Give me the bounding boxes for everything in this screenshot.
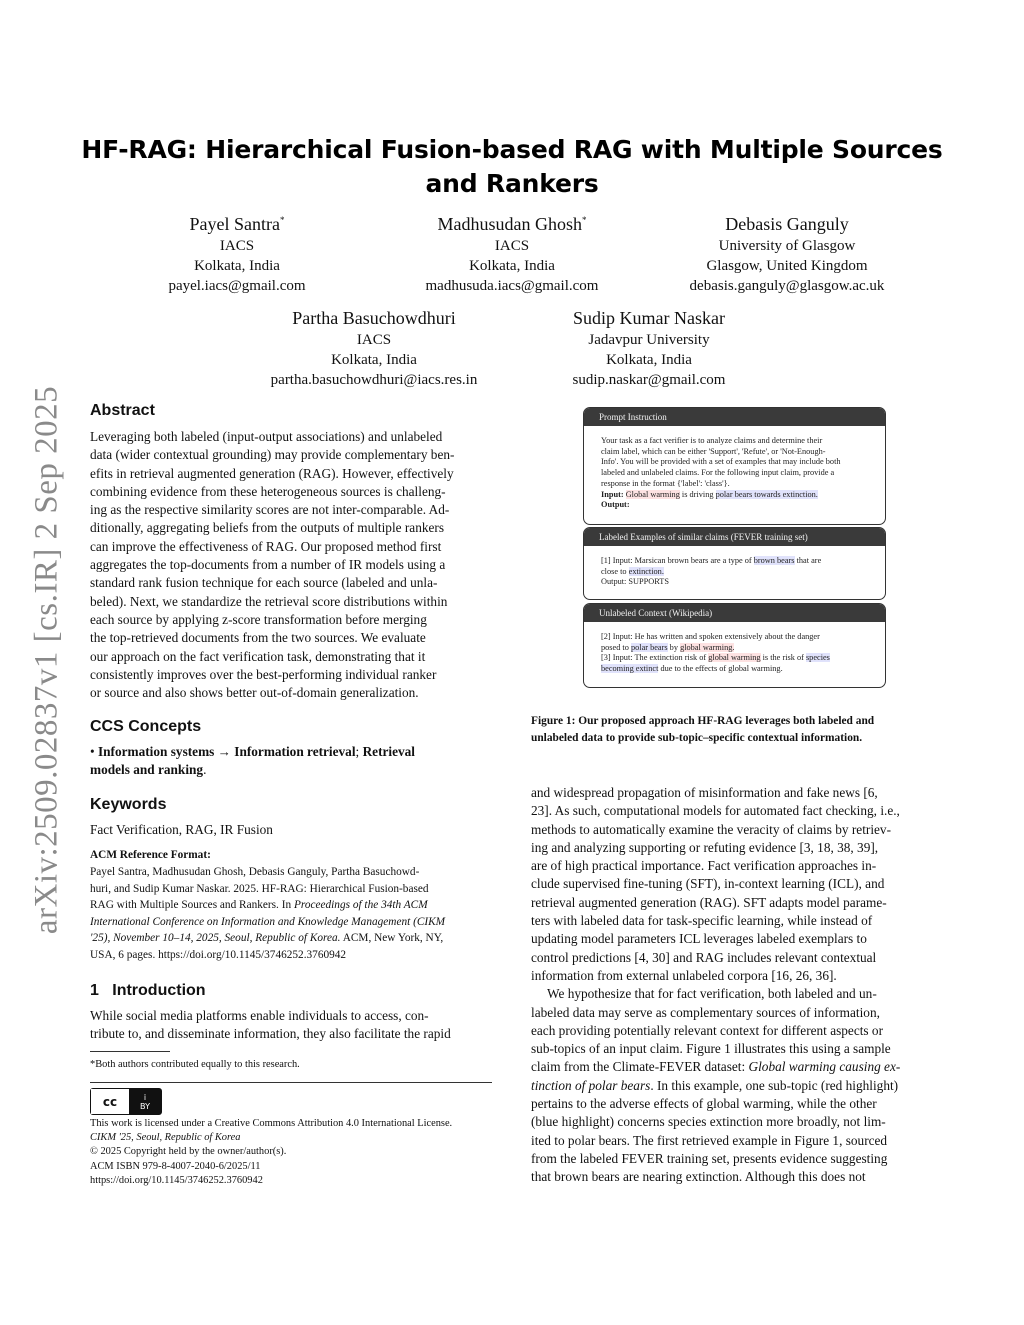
ccs-end: . bbox=[203, 762, 207, 778]
intro-heading bbox=[90, 982, 206, 1000]
author-name: Partha Basuchowdhuri bbox=[292, 308, 456, 328]
figure-caption bbox=[531, 713, 941, 747]
caption-line: Figure 1: Our proposed approach HF-RAG leverages both labeled and bbox=[531, 715, 875, 727]
reference-heading: ACM Reference Format: bbox=[90, 849, 211, 861]
abstract-line: ditionally, aggregating beliefs from the outputs of multiple rankers bbox=[90, 520, 445, 536]
license-rule bbox=[90, 1082, 492, 1083]
cc-logo-icon: cc bbox=[91, 1089, 129, 1114]
author-name: Madhusudan Ghosh bbox=[437, 214, 582, 234]
section-number: 1 bbox=[90, 982, 99, 999]
highlight-red: global warming. bbox=[680, 642, 735, 652]
body-line: We hypothesize that for fact verification, both labeled and un- bbox=[547, 986, 877, 1002]
author-affiliation: IACS bbox=[356, 332, 392, 348]
example-text: that are bbox=[794, 556, 822, 565]
input-label: Input: bbox=[601, 489, 624, 499]
prompt-box-body bbox=[584, 426, 885, 517]
context-text: [3] Input: The extinction risk of bbox=[601, 653, 709, 663]
author-block-1 bbox=[137, 208, 337, 296]
ccs-arrow: → bbox=[214, 744, 235, 759]
keywords-heading: Keywords bbox=[90, 796, 167, 813]
author-email[interactable]: payel.iacs@gmail.com bbox=[168, 278, 306, 294]
body-line: methods to automatically examine the veracity of claims by retriev- bbox=[531, 821, 891, 837]
figure-labeled-box bbox=[583, 527, 886, 600]
reference-body bbox=[90, 864, 492, 963]
ccs-body bbox=[90, 743, 492, 780]
reference-venue: '25), November 10–14, 2025, Seoul, Republic of Korea. bbox=[90, 932, 341, 944]
ccs-bullet: • bbox=[90, 744, 95, 759]
body-line: 23]. As such, computational models for automated fact checking, i.e., bbox=[531, 803, 900, 819]
prompt-box-header: Prompt Instruction bbox=[584, 408, 885, 426]
intro-line: tribute to, and disseminate information, they also facilitate the rapid bbox=[90, 1026, 451, 1042]
license-venue: CIKM '25, Seoul, Republic of Korea bbox=[90, 1132, 241, 1144]
body-line: clude supervised fine-tuning (SFT), in-context learning (ICL), and bbox=[531, 876, 885, 892]
input-text: is driving bbox=[679, 489, 716, 499]
reference-venue: International Conference on Information and Knowledge Management (CIKM bbox=[90, 915, 446, 928]
claim-text: tinction of polar bears bbox=[531, 1077, 651, 1093]
context-text: due to the effects of global warming. bbox=[658, 664, 783, 674]
body-line: control predictions [4, 30] and RAG includes relevant contextual bbox=[531, 949, 877, 965]
license-text: This work is licensed under a Creative Commons Attribution 4.0 International License. bbox=[90, 1118, 453, 1129]
output-label: Output: bbox=[601, 500, 630, 510]
author-location: Glasgow, United Kingdom bbox=[706, 258, 868, 274]
author-affiliation: IACS bbox=[494, 238, 530, 254]
highlight-red: Global warming bbox=[625, 489, 680, 499]
author-email[interactable]: sudip.naskar@gmail.com bbox=[572, 372, 726, 388]
author-email[interactable]: debasis.ganguly@glasgow.ac.uk bbox=[689, 278, 885, 294]
author-location: Kolkata, India bbox=[331, 352, 417, 368]
reference-line: Payel Santra, Madhusudan Ghosh, Debasis Ganguly, Partha Basuchowd- bbox=[90, 866, 420, 878]
context-text: by bbox=[667, 642, 681, 652]
reference-venue: Proceedings of the 34th ACM bbox=[293, 899, 428, 911]
abstract-heading: Abstract bbox=[90, 402, 155, 419]
reference-line: RAG with Multiple Sources and Rankers. In bbox=[90, 899, 294, 911]
equal-contribution-mark: * bbox=[582, 215, 587, 225]
labeled-box-header: Labeled Examples of similar claims (FEVER training set) bbox=[584, 528, 885, 546]
body-text: claim from the Climate-FEVER dataset: bbox=[531, 1059, 749, 1075]
body-line: updating model parameters ICL leverages labeled exemplars to bbox=[531, 931, 867, 947]
highlight-blue: polar bears bbox=[630, 642, 668, 652]
abstract-line: data (wider contextual grounding) may provide complementary ben- bbox=[90, 447, 455, 463]
author-name: Debasis Ganguly bbox=[725, 214, 849, 234]
paper-title: HF-RAG: Hierarchical Fusion-based RAG with Multiple Sources and Rankers bbox=[81, 135, 943, 198]
body-line: (blue highlight) concerns species extinction more broadly, not lim- bbox=[531, 1114, 886, 1130]
abstract-line: can improve the effectiveness of RAG. Our proposed method first bbox=[90, 538, 442, 554]
author-name: Payel Santra bbox=[189, 214, 280, 234]
author-location: Kolkata, India bbox=[606, 352, 692, 368]
right-column-body bbox=[531, 784, 935, 1187]
context-text: posed to bbox=[601, 642, 631, 652]
highlight-blue: species bbox=[805, 653, 830, 663]
body-line: retrieval augmented generation (RAG). SFT adapts model parame- bbox=[531, 894, 887, 910]
unlabeled-box-header: Unlabeled Context (Wikipedia) bbox=[584, 604, 885, 622]
author-block-3 bbox=[672, 208, 902, 296]
keywords-text: Fact Verification, RAG, IR Fusion bbox=[90, 822, 273, 837]
prompt-line: Info'. You will be provided with a set of examples that may include both bbox=[601, 457, 841, 467]
author-name: Sudip Kumar Naskar bbox=[573, 308, 725, 328]
unlabeled-box-body bbox=[584, 622, 885, 681]
cc-by-label: BY bbox=[140, 1101, 150, 1111]
reference-doi[interactable]: USA, 6 pages. https://doi.org/10.1145/3746252.3760942 bbox=[90, 948, 347, 961]
example-text: close to bbox=[601, 566, 629, 576]
abstract-line: our approach on the fact verification task, demonstrating that it bbox=[90, 648, 426, 664]
license-block bbox=[90, 1117, 500, 1188]
prompt-line: labeled and unlabeled claims. For the following input claim, provide a bbox=[601, 468, 835, 478]
footnote-rule bbox=[90, 1051, 170, 1052]
abstract-line: aggregates the top-documents from a number of IR models using a bbox=[90, 557, 446, 573]
author-block-5 bbox=[549, 306, 749, 390]
example-output: Output: SUPPORTS bbox=[601, 577, 669, 587]
abstract-body bbox=[90, 428, 492, 702]
abstract-line: or source and also shows better out-of-domain generalization. bbox=[90, 685, 419, 701]
license-isbn: ACM ISBN 979-8-4007-2040-6/2025/11 bbox=[90, 1160, 261, 1172]
author-block-4 bbox=[254, 306, 494, 390]
ccs-sep: ; bbox=[355, 744, 363, 759]
author-block-2 bbox=[402, 208, 622, 296]
reference-line: huri, and Sudip Kumar Naskar. 2025. HF-RAG: Hierarchical Fusion-based bbox=[90, 882, 429, 895]
ccs-concept-1: Information systems bbox=[97, 744, 215, 759]
body-text: . In this example, one sub-topic (red highlight) bbox=[650, 1077, 899, 1093]
footnote: *Both authors contributed equally to this research. bbox=[90, 1059, 300, 1070]
ccs-concept-4: models and ranking bbox=[90, 762, 204, 778]
highlight-blue: becoming extinct bbox=[601, 664, 659, 674]
highlight-blue: brown bears bbox=[753, 556, 795, 565]
context-text: [2] Input: He has written and spoken extensively about the danger bbox=[601, 632, 820, 641]
prompt-line: claim label, which can be either 'Support', 'Refute', or 'Not-Enough- bbox=[601, 446, 826, 456]
body-line: that brown bears are nearing extinction. Although this does not bbox=[531, 1169, 866, 1185]
body-line: ing and analyzing supporting or refuting evidence [3, 18, 38, 39], bbox=[531, 839, 879, 855]
intro-line: While social media platforms enable individuals to access, con- bbox=[90, 1008, 429, 1023]
equal-contribution-mark: * bbox=[279, 215, 285, 225]
author-affiliation: Jadavpur University bbox=[588, 332, 710, 348]
figure-prompt-box bbox=[583, 407, 886, 525]
highlight-blue: polar bears towards extinction. bbox=[715, 489, 818, 499]
intro-body bbox=[90, 1007, 492, 1044]
body-line: each providing potentially relevant context for different aspects or bbox=[531, 1022, 883, 1038]
abstract-line: ing as the respective similarity scores are not inter-comparable. Ad- bbox=[90, 502, 450, 518]
arxiv-stamp bbox=[0, 0, 65, 935]
ccs-heading: CCS Concepts bbox=[90, 718, 202, 735]
author-location: Kolkata, India bbox=[194, 258, 280, 274]
ccs-concept-2: Information retrieval bbox=[234, 744, 356, 759]
caption-line: unlabeled data to provide sub-topic–specific contextual information. bbox=[531, 732, 863, 744]
body-line: and widespread propagation of misinformation and fake news [6, bbox=[531, 785, 878, 800]
body-line: from the labeled FEVER training set, presents evidence suggesting bbox=[531, 1150, 888, 1166]
abstract-line: efits in retrieval augmented generation (RAG). However, effectively bbox=[90, 465, 454, 481]
abstract-line: consistently improves over the best-performing individual ranker bbox=[90, 666, 437, 682]
example-text: [1] Input: Marsican brown bears are a type of bbox=[601, 556, 754, 565]
prompt-line: response in the format {'label': 'class'}. bbox=[601, 478, 730, 488]
highlight-red: global warming bbox=[708, 653, 761, 663]
body-line: sub-topics of an input claim. Figure 1 illustrates this using a sample bbox=[531, 1041, 891, 1057]
context-text: is the risk of bbox=[760, 653, 806, 663]
body-line: information from external unlabeled corpora [16, 26, 36]. bbox=[531, 967, 837, 983]
abstract-line: the top-retrieved documents from the two sources. We evaluate bbox=[90, 630, 426, 646]
body-line: ited to polar bears. The first retrieved example in Figure 1, sourced bbox=[531, 1132, 888, 1148]
author-affiliation: IACS bbox=[219, 238, 255, 254]
prompt-line: Your task as a fact verifier is to analyze claims and determine their bbox=[601, 436, 823, 445]
cc-by-badge[interactable] bbox=[90, 1088, 162, 1115]
author-email[interactable]: partha.basuchowdhuri@iacs.res.in bbox=[270, 372, 478, 388]
abstract-line: combining evidence from these heterogeneous sources is challeng- bbox=[90, 483, 446, 499]
section-title: Introduction bbox=[112, 982, 206, 999]
author-email[interactable]: madhusuda.iacs@gmail.com bbox=[425, 278, 599, 294]
ccs-concept-3: Retrieval bbox=[362, 744, 415, 759]
body-line: pertains to the adverse effects of global warming, while the other bbox=[531, 1096, 877, 1112]
person-icon: i bbox=[143, 1092, 147, 1102]
license-copyright: © 2025 Copyright held by the owner/author(s). bbox=[90, 1146, 287, 1158]
abstract-line: beled). Next, we standardize the retrieval score distributions within bbox=[90, 593, 448, 609]
abstract-line: each source by applying z-score transformation before merging bbox=[90, 611, 427, 627]
author-location: Kolkata, India bbox=[469, 258, 555, 274]
arxiv-stamp-text: arXiv:2509.02837v1 [cs.IR] 2 Sep 2025 bbox=[28, 385, 65, 935]
body-line: ters with labeled data for task-specific learning, while instead of bbox=[531, 913, 873, 929]
reference-line: ACM, New York, NY, bbox=[340, 932, 444, 944]
abstract-line: standard rank fusion technique for each source (labeled and unla- bbox=[90, 575, 438, 591]
figure-unlabeled-box bbox=[583, 603, 886, 688]
labeled-box-body bbox=[584, 546, 885, 594]
body-line: labeled data may serve as complementary sources of information, bbox=[531, 1004, 880, 1020]
cc-by-icon bbox=[129, 1089, 161, 1114]
abstract-line: Leveraging both labeled (input-output associations) and unlabeled bbox=[90, 429, 443, 444]
license-doi[interactable]: https://doi.org/10.1145/3746252.3760942 bbox=[90, 1174, 263, 1186]
claim-text: Global warming causing ex- bbox=[748, 1059, 901, 1075]
author-affiliation: University of Glasgow bbox=[718, 238, 856, 254]
highlight-blue: extinction. bbox=[628, 566, 664, 576]
body-line: are of high practical importance. Fact verification approaches in- bbox=[531, 858, 877, 874]
